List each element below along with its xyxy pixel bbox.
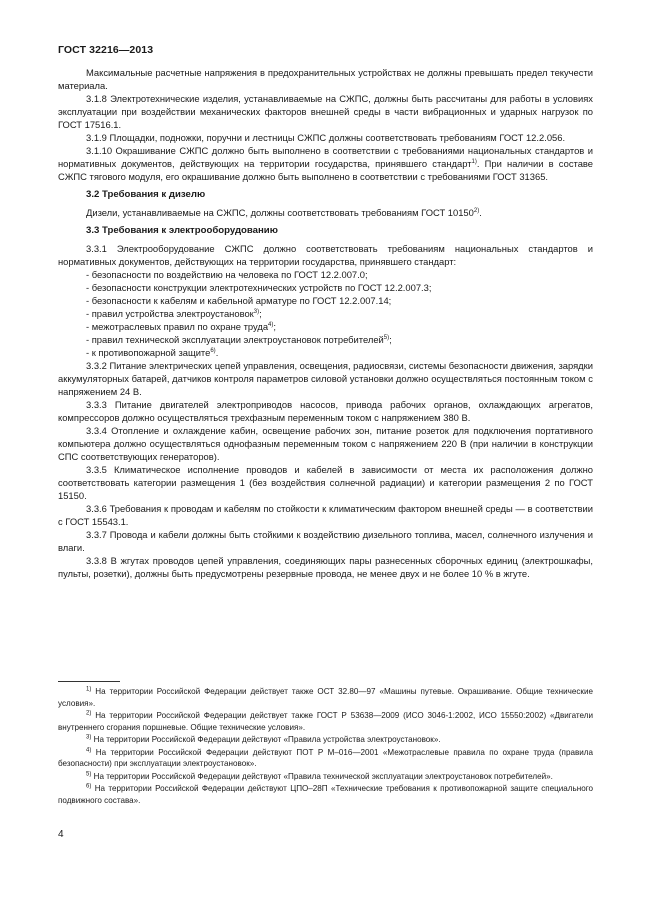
list-item-text: - правил технической эксплуатации электроустановок потребителей <box>86 334 384 345</box>
paragraph-3-3-8: 3.3.8 В жгутах проводов цепей управления, соединяющих пары разнесенных сборочных единиц (электрошкафы, пульты, розетки), должны быть предусмотрены резервные провода, не менее двух и не более 10 % в жгуте. <box>58 555 593 579</box>
document-header: ГОСТ 32216—2013 <box>58 44 154 56</box>
list-item-tail: ; <box>273 321 276 332</box>
list-item <box>58 294 593 307</box>
footnote <box>58 734 593 746</box>
footnotes <box>58 686 593 807</box>
list-item-text: - безопасности конструкции электротехнических устройств по ГОСТ 12.2.007.3; <box>86 282 432 293</box>
footnote-mark: 2) <box>86 710 92 717</box>
footnote-ref-2: 2) <box>473 207 480 214</box>
paragraph-3-1-9: 3.1.9 Площадки, подножки, поручни и лестницы СЖПС должны соответствовать требованиям ГОСТ 12.2.056. <box>86 132 566 143</box>
list-item <box>58 333 593 346</box>
footnote-text: На территории Российской Федерации действуют ЦПО–28П «Технические требования к противопожарной защите специального подвижного состава». <box>58 784 593 805</box>
list-item-text: - безопасности к кабелям и кабельной арматуре по ГОСТ 12.2.007.14; <box>86 295 392 306</box>
page-number: 4 <box>58 829 64 840</box>
section-heading-3-2: 3.2 Требования к дизелю <box>86 189 206 200</box>
footnote <box>58 710 593 733</box>
paragraph-3-2-text: Дизели, устанавливаемые на СЖПС, должны соответствовать требованиям ГОСТ 10150 <box>86 207 474 218</box>
paragraph-3-3-3: 3.3.3 Питание двигателей электроприводов насосов, привода рабочих органов, охлаждающих агрегатов, компрессоров должно осуществляться трехфазным переменным током с напряжением 380 В. <box>58 399 593 423</box>
footnote-separator <box>58 681 120 682</box>
footnote-ref-5: 5) <box>383 334 390 341</box>
list-item-tail: ; <box>259 308 262 319</box>
footnote <box>58 747 593 770</box>
paragraph-3-1-8: 3.1.8 Электротехнические изделия, устанавливаемые на СЖПС, должны быть рассчитаны для работы в условиях эксплуатации при воздействии механических факторов внешней среды в части вибрационных и ударных нагрузок по ГОСТ 17516.1. <box>58 93 593 130</box>
paragraph-3-2-tail: . <box>479 207 482 218</box>
footnote-text: На территории Российской Федерации действуют «Правила устройства электроустановок». <box>91 735 441 744</box>
paragraph-3-3-7: 3.3.7 Провода и кабели должны быть стойкими к воздействию дизельного топлива, масел, солнечного излучения и влаги. <box>58 529 593 553</box>
footnote-text: На территории Российской Федерации действуют «Правила технической эксплуатации электроустановок потребителей». <box>91 771 553 781</box>
footnote-text: На территории Российской Федерации действуют ПОТ Р М–016—2001 «Межотраслевые правила по охране труда (правила безопасности) при эксплуатации электроустановок». <box>58 747 593 768</box>
paragraph-3-1-10-tail: . При наличии в составе СЖПС тягового модуля, его окрашивание должно быть выполнено в соответствии с требованиями ГОСТ 31365. <box>58 158 593 182</box>
paragraph-yield-strength: Максимальные расчетные напряжения в предохранительных устройствах не должны превышать предел текучести материала. <box>58 67 593 91</box>
footnote-mark: 6) <box>86 783 92 790</box>
paragraph-3-2 <box>58 206 593 219</box>
paragraph-3-3-1: 3.3.1 Электрооборудование СЖПС должно соответствовать требованиям национальных стандартов и нормативных документов, действующих на территории государства, принявшего стандарт: <box>58 243 593 267</box>
footnote <box>58 783 593 806</box>
footnote-ref-6: 6) <box>210 347 216 354</box>
footnote-mark: 4) <box>86 746 92 753</box>
list-item-text: - безопасности по воздействию на человека по ГОСТ 12.2.007.0; <box>86 269 368 280</box>
footnote-mark: 5) <box>86 770 92 777</box>
footnote-ref-4: 4) <box>268 321 274 328</box>
paragraph-3-3-5: 3.3.5 Климатическое исполнение проводов и кабелей в зависимости от места их расположения должно соответствовать категории размещения 1 (без воздействия солнечной радиации) и категории размещения 2 по ГОСТ 15150. <box>58 464 593 501</box>
footnote-ref-3: 3) <box>253 308 260 315</box>
paragraph-3-3-6: 3.3.6 Требования к проводам и кабелям по стойкости к климатическим фактором внешней среды — в соответствии с ГОСТ 15543.1. <box>58 503 593 527</box>
footnote-mark: 3) <box>86 734 92 741</box>
footnote-text: На территории Российской Федерации действует также ОСТ 32.80—97 «Машины путевые. Окрашивание. Общие технические условия». <box>58 687 593 708</box>
list-item-tail: ; <box>389 334 392 345</box>
section-heading-3-3: 3.3 Требования к электрооборудованию <box>86 225 278 236</box>
footnote-mark: 1) <box>86 686 92 693</box>
paragraph-3-3-4: 3.3.4 Отопление и охлаждение кабин, освещение рабочих зон, питание розеток для подключения портативного компьютера должно осуществляться однофазным переменным током с напряжением 220 В (при наличии в конструкции СПС соответствующих генераторов). <box>58 425 593 462</box>
requirements-list <box>58 268 593 359</box>
list-item-text: - правил устройства электроустановок <box>86 308 254 319</box>
paragraph-3-1-10 <box>58 144 593 183</box>
footnote-ref-1: 1) <box>471 158 477 165</box>
list-item <box>58 346 593 359</box>
list-item-tail: . <box>215 347 219 358</box>
list-item <box>58 320 593 333</box>
list-item <box>58 281 593 294</box>
footnote <box>58 771 593 783</box>
list-item-text: - межотраслевых правил по охране труда <box>86 321 269 332</box>
paragraph-3-3-2: 3.3.2 Питание электрических цепей управления, освещения, радиосвязи, системы безопасности движения, зарядки аккумуляторных батарей, датчиков контроля параметров силовой установки должно осуществляться постоянным током с напряжением 24 В. <box>58 360 593 397</box>
list-item <box>58 307 593 320</box>
list-item-text: - к противопожарной защите <box>86 347 211 358</box>
footnote-text: На территории Российской Федерации действует также ГОСТ Р 53638—2009 (ИСО 3046-1:2002, ИСО 15550:2002) «Двигатели внутреннего сгорания поршневые. Общие технические условия». <box>58 711 593 732</box>
paragraph-3-1-10-text: 3.1.10 Окрашивание СЖПС должно быть выполнено в соответствии с требованиями национальных стандартов и нормативных документов, действующих на территории государства, принявшего стандарт <box>58 145 593 169</box>
document-body <box>58 66 593 580</box>
list-item <box>58 268 593 281</box>
footnote <box>58 686 593 709</box>
